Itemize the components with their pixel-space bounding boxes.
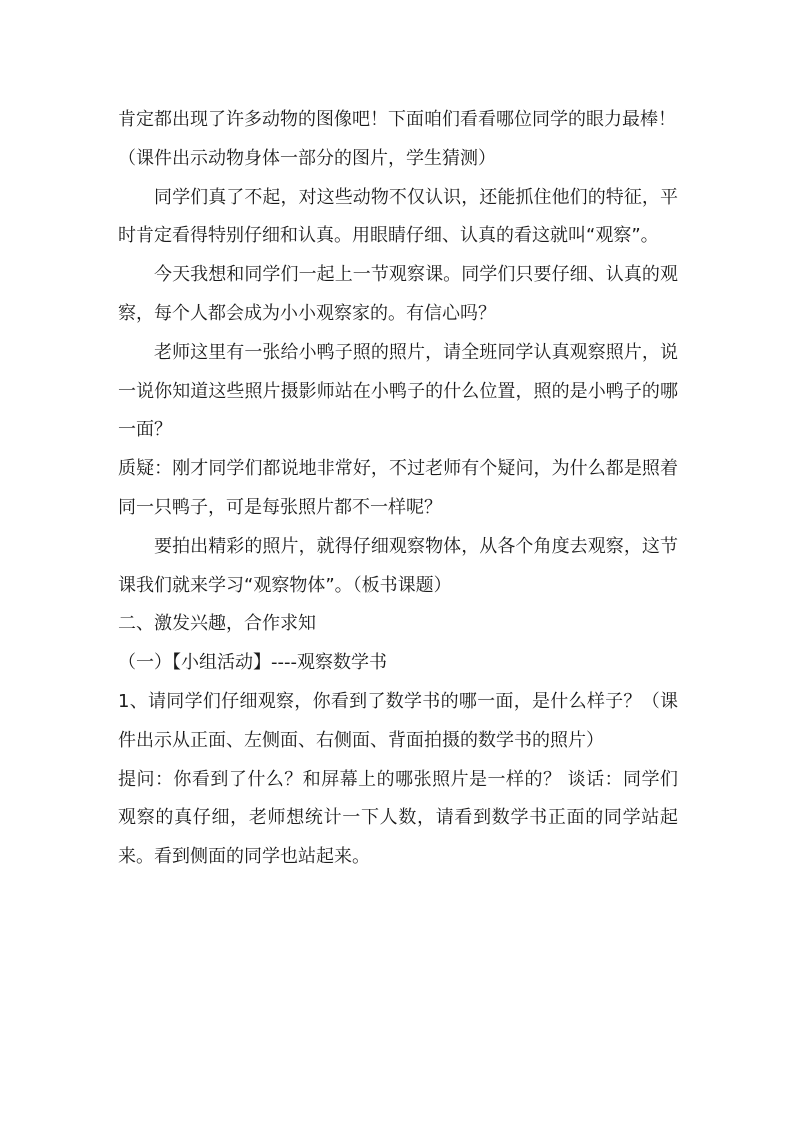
section-heading: 二、激发兴趣，合作求知 <box>118 613 316 635</box>
paragraph-9: 提问：你看到了什么？和屏幕上的哪张照片是一样的？ 谈话：同学们观察的真仔细，老师想统计一下人数，请看到数学书正面的同学站起来。看到侧面的同学也站起来。 <box>118 768 678 868</box>
subsection-heading: （一）【小组活动】----观察数学书 <box>118 652 387 674</box>
paragraph-4: 今天我想和同学们一起上一节观察课。同学们只要仔细、认真的观察，每个人都会成为小小观察家的。有信心吗？ <box>118 264 678 324</box>
paragraph-8: 1、请同学们仔细观察，你看到了数学书的哪一面，是什么样子？（课件出示从正面、左侧面、右侧面、背面拍摄的数学书的照片） <box>118 690 678 751</box>
paragraph-3: 同学们真了不起，对这些动物不仅认识，还能抓住他们的特征，平时肯定看得特别仔细和认真。用眼睛仔细、认真的看这就叫“观察”。 <box>118 186 678 247</box>
paragraph-1: 肯定都出现了许多动物的图像吧！下面咱们看看哪位同学的眼力最棒！ <box>118 109 676 130</box>
document-body <box>118 101 678 877</box>
paragraph-2: （课件出示动物身体一部分的图片，学生猜测） <box>118 147 496 169</box>
paragraph-7: 要拍出精彩的照片，就得仔细观察物体，从各个角度去观察，这节课我们就来学习“观察物体”。（板书课题） <box>118 535 678 596</box>
paragraph-5: 老师这里有一张给小鸭子照的照片，请全班同学认真观察照片，说一说你知道这些照片摄影师站在小鸭子的什么位置，照的是小鸭子的哪一面？ <box>118 341 678 441</box>
paragraph-6: 质疑：刚才同学们都说地非常好，不过老师有个疑问，为什么都是照着同一只鸭子，可是每张照片都不一样呢？ <box>118 458 678 518</box>
